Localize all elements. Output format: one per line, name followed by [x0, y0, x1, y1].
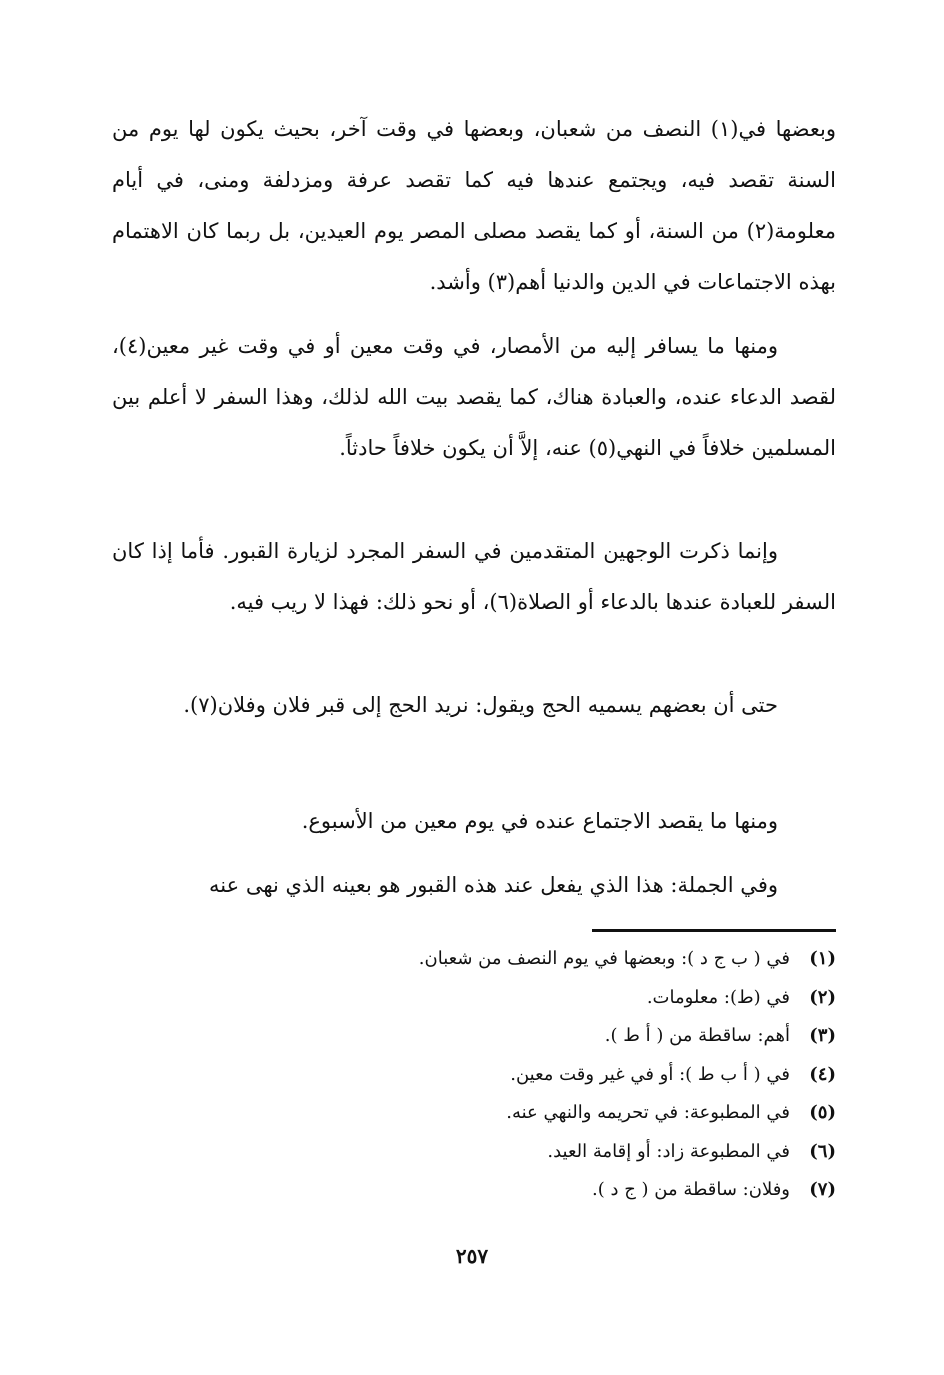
paragraph-6: وفي الجملة: هذا الذي يفعل عند هذه القبور هو بعينه الذي نهى عنه — [209, 873, 778, 897]
footnote-text: في المطبوعة: في تحريمه والنهي عنه. — [506, 1102, 790, 1123]
footnote-2 — [250, 979, 836, 1018]
footnote-number: (٤) — [809, 1063, 836, 1085]
footnote-6 — [250, 1133, 836, 1172]
paragraph-2: ومنها ما يسافر إليه من الأمصار، في وقت معين أو في وقت غير معين(٤)، لقصد الدعاء عنده، والعبادة هناك، كما يقصد بيت الله لذلك، وهذا السفر لا أعلم بين المسلمين خلافاً في النهي(٥) عنه، إلاَّ أن يكون خلافاً حادثاً. — [112, 334, 836, 460]
paragraph-3: وإنما ذكرت الوجهين المتقدمين في السفر المجرد لزيارة القبور. فأما إذا كان السفر للعبادة عندها بالدعاء أو الصلاة(٦)، أو نحو ذلك: فهذا لا ريب فيه. — [112, 539, 836, 614]
footnote-text: في ( أ ب ط ): أو في غير وقت معين. — [510, 1063, 790, 1085]
footnote-text: أهم: ساقطة من ( أ ط ). — [604, 1025, 790, 1046]
footnote-number: (١) — [809, 948, 836, 969]
footnote-number: (٦) — [809, 1140, 836, 1162]
footnote-7 — [250, 1171, 836, 1210]
footnote-text: وفلان: ساقطة من ( ج د ). — [592, 1179, 790, 1200]
paragraph-1: وبعضها في(١) النصف من شعبان، وبعضها في وقت آخر، بحيث يكون لها يوم من السنة تقصد فيه، ويجتمع عندها فيه كما تقصد عرفة ومزدلفة ومنى، في أيام معلومة(٢) من السنة، أو كما يقصد مصلى المصر يوم العيدين، بل ربما كان الاهتمام بهذه الاجتماعات في الدين والدنيا أهم(٣) وأشد. — [112, 117, 836, 294]
page-number: ٢٥٧ — [455, 1244, 489, 1268]
footnote-4 — [250, 1056, 836, 1095]
footnote-number: (٥) — [809, 1102, 836, 1123]
footnote-5 — [250, 1094, 836, 1133]
footnote-1 — [250, 940, 836, 979]
footnote-number: (٢) — [809, 986, 836, 1008]
footnotes — [250, 940, 836, 1210]
footnote-text: في ( ب ج د ): وبعضها في يوم النصف من شعبان. — [418, 948, 790, 969]
paragraph-5: ومنها ما يقصد الاجتماع عنده في يوم معين من الأسبوع. — [301, 809, 778, 833]
paragraph-4: حتى أن بعضهم يسميه الحج ويقول: نريد الحج إلى قبر فلان وفلان(٧). — [183, 693, 778, 717]
footnote-text: في المطبوعة زاد: أو إقامة العيد. — [547, 1140, 790, 1162]
footnote-number: (٧) — [809, 1179, 836, 1200]
footnote-text: في (ط): معلومات. — [646, 986, 790, 1008]
footnote-separator — [592, 929, 836, 932]
footnote-number: (٣) — [809, 1025, 836, 1046]
footnote-3 — [250, 1017, 836, 1056]
